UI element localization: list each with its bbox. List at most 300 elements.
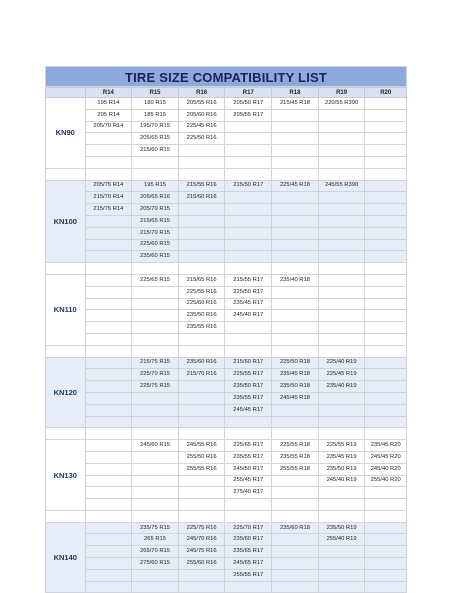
tire-size-cell: 205/50 R17 [225,98,272,110]
table-row [46,487,407,499]
tire-size-cell [225,251,272,263]
tire-size-cell [365,298,407,310]
tire-size-cell [85,404,132,416]
empty-cell [46,428,86,440]
table-row [46,416,407,428]
tire-size-cell: 265 R15 [132,534,179,546]
tire-size-cell [132,333,179,345]
tire-size-cell [365,286,407,298]
tire-size-cell: 245/40 R17 [225,310,272,322]
tire-size-cell [272,133,319,145]
tire-size-cell: 225/75 R16 [178,522,225,534]
tire-size-cell: 225/50 R18 [272,357,319,369]
tire-size-cell [85,215,132,227]
tire-size-cell: 215/60 R17 [225,357,272,369]
tire-size-cell [85,310,132,322]
table-row [46,381,407,393]
empty-cell [85,510,132,522]
column-header-r14: R14 [85,88,132,98]
table-row [46,463,407,475]
empty-cell [272,428,319,440]
tire-size-cell [225,192,272,204]
tire-size-cell: 235/40 R18 [272,274,319,286]
tire-size-cell [318,145,365,157]
tire-size-cell [132,463,179,475]
tire-size-cell [365,404,407,416]
tire-size-cell: 225/65 R15 [132,274,179,286]
tire-size-cell [318,333,365,345]
tire-size-cell [318,569,365,581]
tire-size-cell: 225/75 R15 [132,381,179,393]
empty-cell [46,345,86,357]
tire-size-cell [365,381,407,393]
tire-size-cell [272,569,319,581]
tire-size-cell [272,581,319,593]
tire-size-cell [272,322,319,334]
tire-size-cell [85,522,132,534]
tire-size-cell [365,522,407,534]
tire-size-cell [318,215,365,227]
tire-size-cell [365,558,407,570]
tire-size-cell: 255/55 R17 [225,569,272,581]
group-separator [46,428,407,440]
empty-cell [365,263,407,275]
table-row [46,286,407,298]
tire-size-cell: 255/55 R16 [178,463,225,475]
tire-size-cell: 235/50 R17 [225,381,272,393]
tire-size-cell: 245/75 R16 [178,546,225,558]
tire-size-cell [318,546,365,558]
tire-size-cell: 235/50 R19 [318,463,365,475]
tire-size-cell: 245/65 R17 [225,558,272,570]
tire-size-cell [318,310,365,322]
tire-size-cell [132,581,179,593]
tire-size-cell: 245/45 R17 [225,404,272,416]
tire-size-cell: 215/45 R18 [272,98,319,110]
tire-size-cell [85,239,132,251]
tire-size-cell [178,227,225,239]
tire-size-cell: 225/60 R15 [132,239,179,251]
tire-size-cell [272,239,319,251]
tire-size-cell [132,499,179,511]
tire-size-cell [365,180,407,192]
table-row [46,274,407,286]
empty-cell [318,510,365,522]
tire-size-cell: 225/60 R16 [178,298,225,310]
empty-cell [132,510,179,522]
column-header-r16: R16 [178,88,225,98]
tire-size-cell [318,109,365,121]
tire-size-cell [272,298,319,310]
tire-size-cell [272,121,319,133]
tire-size-cell [178,392,225,404]
table-row [46,215,407,227]
empty-cell [85,428,132,440]
tire-size-cell: 235/60 R17 [225,534,272,546]
tire-size-cell [85,286,132,298]
tire-size-cell [318,581,365,593]
tire-size-cell: 235/75 R15 [132,522,179,534]
tire-size-cell [318,239,365,251]
group-separator [46,168,407,180]
tire-size-cell [225,156,272,168]
empty-cell [365,345,407,357]
tire-size-cell: 245/45 R20 [365,451,407,463]
tire-size-cell: 215/50 R17 [225,180,272,192]
tire-size-cell [318,192,365,204]
tire-size-cell: 205/55 R17 [225,109,272,121]
tire-size-cell [132,416,179,428]
tire-size-cell: 235/60 R18 [272,522,319,534]
table-row [46,451,407,463]
tire-size-cell [85,251,132,263]
header-row [46,88,407,98]
tire-size-cell: 225/40 R19 [318,357,365,369]
tire-size-cell: 275/40 R17 [225,487,272,499]
page-title: TIRE SIZE COMPATIBILITY LIST [45,66,407,87]
tire-size-cell [85,133,132,145]
tire-size-cell [272,145,319,157]
table-row [46,475,407,487]
tire-size-cell [85,534,132,546]
tire-size-cell [365,145,407,157]
tire-size-cell: 195/70 R15 [132,121,179,133]
tire-size-cell [132,322,179,334]
tire-size-cell [225,322,272,334]
tire-size-cell [225,416,272,428]
tire-size-cell [132,487,179,499]
tire-size-cell [178,404,225,416]
tire-size-cell [225,121,272,133]
column-header-model [46,88,86,98]
tire-size-cell [365,310,407,322]
tire-size-cell [365,251,407,263]
tire-size-cell [318,416,365,428]
tire-size-cell [85,463,132,475]
tire-size-cell [365,239,407,251]
tire-size-cell [178,581,225,593]
tire-size-cell: 215/75 R15 [132,357,179,369]
tire-size-cell: 225/45 R19 [318,369,365,381]
tire-size-cell [132,310,179,322]
tire-size-cell [272,416,319,428]
model-name-cell: KN130 [46,440,86,511]
table-row [46,357,407,369]
tire-size-cell [85,369,132,381]
empty-cell [85,168,132,180]
tire-size-cell [365,121,407,133]
tire-size-cell: 225/45 R16 [178,121,225,133]
tire-size-cell [178,156,225,168]
table-row [46,121,407,133]
tire-size-cell: 235/60 R16 [178,357,225,369]
model-name-cell: KN100 [46,180,86,263]
tire-size-cell [85,440,132,452]
tire-size-cell: 225/50 R17 [225,286,272,298]
empty-cell [225,428,272,440]
tire-size-cell [365,487,407,499]
table-row [46,133,407,145]
tire-size-cell [272,109,319,121]
tire-size-cell: 245/40 R20 [365,463,407,475]
tire-size-cell [225,333,272,345]
table-row [46,534,407,546]
tire-size-cell [85,499,132,511]
column-header-r20: R20 [365,88,407,98]
tire-size-cell [85,381,132,393]
table-row [46,310,407,322]
empty-cell [178,428,225,440]
table-row [46,180,407,192]
tire-size-cell [85,546,132,558]
table-row [46,558,407,570]
tire-size-cell [365,416,407,428]
tire-size-cell: 205/65 R16 [132,192,179,204]
empty-cell [132,428,179,440]
tire-size-cell [272,156,319,168]
tire-size-cell [178,251,225,263]
tire-size-cell [365,581,407,593]
tire-size-cell: 235/60 R15 [132,251,179,263]
tire-size-cell: 235/40 R19 [318,381,365,393]
tire-size-cell [272,558,319,570]
tire-size-cell: 235/45 R17 [225,298,272,310]
column-header-r17: R17 [225,88,272,98]
tire-size-cell: 195 R14 [85,98,132,110]
tire-size-cell [85,475,132,487]
tire-size-cell [178,215,225,227]
tire-size-cell: 205/75 R14 [85,180,132,192]
tire-size-cell [365,156,407,168]
tire-size-cell [178,499,225,511]
tire-size-cell [272,534,319,546]
tire-size-cell: 225/55 R18 [272,440,319,452]
tire-size-cell [225,499,272,511]
empty-cell [272,263,319,275]
tire-size-cell [85,357,132,369]
tire-size-cell: 205/70 R15 [132,204,179,216]
tire-size-cell [85,298,132,310]
tire-size-cell [365,215,407,227]
tire-size-cell [85,322,132,334]
table-row [46,404,407,416]
tire-size-cell [178,487,225,499]
tire-size-cell [132,451,179,463]
tire-size-cell: 235/50 R18 [272,381,319,393]
tire-size-cell [272,499,319,511]
tire-size-cell: 245/60 R15 [132,440,179,452]
tire-size-cell [85,569,132,581]
tire-size-cell [178,381,225,393]
compatibility-sheet [45,66,407,593]
table-row [46,227,407,239]
tire-size-cell [365,333,407,345]
tire-size-cell: 180 R15 [132,98,179,110]
tire-size-cell: 215/55 R16 [178,180,225,192]
tire-size-cell [365,569,407,581]
empty-cell [178,510,225,522]
tire-size-cell: 225/70 R17 [225,522,272,534]
tire-size-cell: 235/45 R18 [272,369,319,381]
tire-size-cell [85,156,132,168]
tire-size-cell: 215/55 R17 [225,274,272,286]
tire-size-cell: 205 R14 [85,109,132,121]
tire-size-cell: 225/45 R18 [272,180,319,192]
tire-size-cell [272,475,319,487]
tire-size-cell [132,404,179,416]
tire-size-cell [318,121,365,133]
tire-size-cell [318,204,365,216]
tire-size-cell: 205/65 R15 [132,133,179,145]
tire-size-cell [132,156,179,168]
tire-size-cell [365,98,407,110]
tire-size-cell [272,204,319,216]
empty-cell [178,263,225,275]
tire-size-cell: 255/50 R16 [178,451,225,463]
tire-size-cell [272,404,319,416]
tire-size-cell [365,322,407,334]
tire-size-cell: 235/55 R18 [272,451,319,463]
tire-size-cell [318,499,365,511]
tire-size-cell: 245/55 R390 [318,180,365,192]
empty-cell [225,168,272,180]
tire-size-cell [365,274,407,286]
table-body [46,98,407,593]
tire-size-cell [365,133,407,145]
table-row [46,392,407,404]
tire-size-cell [365,369,407,381]
model-name-cell: KN120 [46,357,86,428]
tire-size-cell: 215/65 R16 [178,274,225,286]
table-row [46,204,407,216]
tire-size-cell [225,239,272,251]
empty-cell [85,345,132,357]
tire-size-cell: 245/45 R18 [272,392,319,404]
tire-size-cell [365,499,407,511]
table-row [46,239,407,251]
tire-size-cell: 245/55 R16 [178,440,225,452]
tire-size-cell [178,569,225,581]
tire-size-cell [85,581,132,593]
table-row [46,98,407,110]
empty-cell [272,345,319,357]
tire-size-cell [318,286,365,298]
tire-size-cell: 255/40 R20 [365,475,407,487]
tire-size-cell: 225/55 R16 [178,286,225,298]
tire-size-cell [318,404,365,416]
tire-size-cell [318,487,365,499]
empty-cell [318,428,365,440]
tire-size-cell [225,204,272,216]
tire-size-cell: 215/70 R16 [178,369,225,381]
tire-size-cell: 245/40 R19 [318,475,365,487]
tire-size-cell [272,333,319,345]
tire-size-cell [318,322,365,334]
tire-size-cell [178,145,225,157]
tire-size-cell [178,475,225,487]
tire-size-cell [178,416,225,428]
tire-size-cell: 235/55 R17 [225,392,272,404]
tire-size-cell [272,487,319,499]
table-row [46,546,407,558]
empty-cell [365,428,407,440]
table-row [46,322,407,334]
tire-size-cell [272,310,319,322]
tire-size-cell [318,227,365,239]
tire-size-cell [272,251,319,263]
tire-size-cell [85,451,132,463]
tire-size-cell [272,215,319,227]
tire-size-cell [85,333,132,345]
tire-size-cell [178,239,225,251]
table-row [46,369,407,381]
tire-size-cell: 185 R15 [132,109,179,121]
empty-cell [365,510,407,522]
empty-cell [178,168,225,180]
tire-size-cell [85,416,132,428]
tire-size-cell: 235/55 R16 [178,322,225,334]
tire-size-cell: 235/45 R20 [365,440,407,452]
tire-size-cell: 255/40 R19 [318,534,365,546]
tire-size-cell: 215/60 R16 [178,192,225,204]
column-header-r18: R18 [272,88,319,98]
column-header-r15: R15 [132,88,179,98]
tire-size-cell [365,534,407,546]
tire-size-cell: 225/55 R17 [225,369,272,381]
empty-cell [85,263,132,275]
table-row [46,298,407,310]
tire-size-cell [318,274,365,286]
tire-size-cell: 235/55 R17 [225,451,272,463]
table-row [46,569,407,581]
empty-cell [318,345,365,357]
tire-size-cell: 225/65 R17 [225,440,272,452]
tire-size-cell: 245/70 R16 [178,534,225,546]
tire-size-cell: 215/70 R15 [132,227,179,239]
model-name-cell: KN90 [46,98,86,169]
tire-size-cell [365,392,407,404]
tire-size-cell [132,569,179,581]
tire-size-cell [132,286,179,298]
tire-size-cell [85,392,132,404]
empty-cell [225,263,272,275]
tire-size-cell: 255/55 R18 [272,463,319,475]
tire-size-cell: 265/70 R15 [132,546,179,558]
tire-size-cell: 255/60 R16 [178,558,225,570]
tire-size-cell [318,298,365,310]
tire-size-cell [225,227,272,239]
tire-size-cell: 215/70 R14 [85,192,132,204]
tire-size-cell: 255/45 R17 [225,475,272,487]
group-separator [46,345,407,357]
tire-size-cell: 205/70 R14 [85,121,132,133]
tire-size-cell [225,215,272,227]
tire-size-cell [272,286,319,298]
empty-cell [272,168,319,180]
tire-size-cell: 225/55 R19 [318,440,365,452]
tire-size-cell: 215/65 R15 [132,215,179,227]
tire-size-cell: 225/70 R15 [132,369,179,381]
empty-cell [132,263,179,275]
group-separator [46,263,407,275]
empty-cell [132,345,179,357]
table-row [46,440,407,452]
tire-size-cell: 235/65 R17 [225,546,272,558]
model-name-cell: KN140 [46,522,86,593]
tire-size-cell: 195 R15 [132,180,179,192]
tire-size-cell [365,357,407,369]
tire-size-cell: 205/60 R16 [178,109,225,121]
